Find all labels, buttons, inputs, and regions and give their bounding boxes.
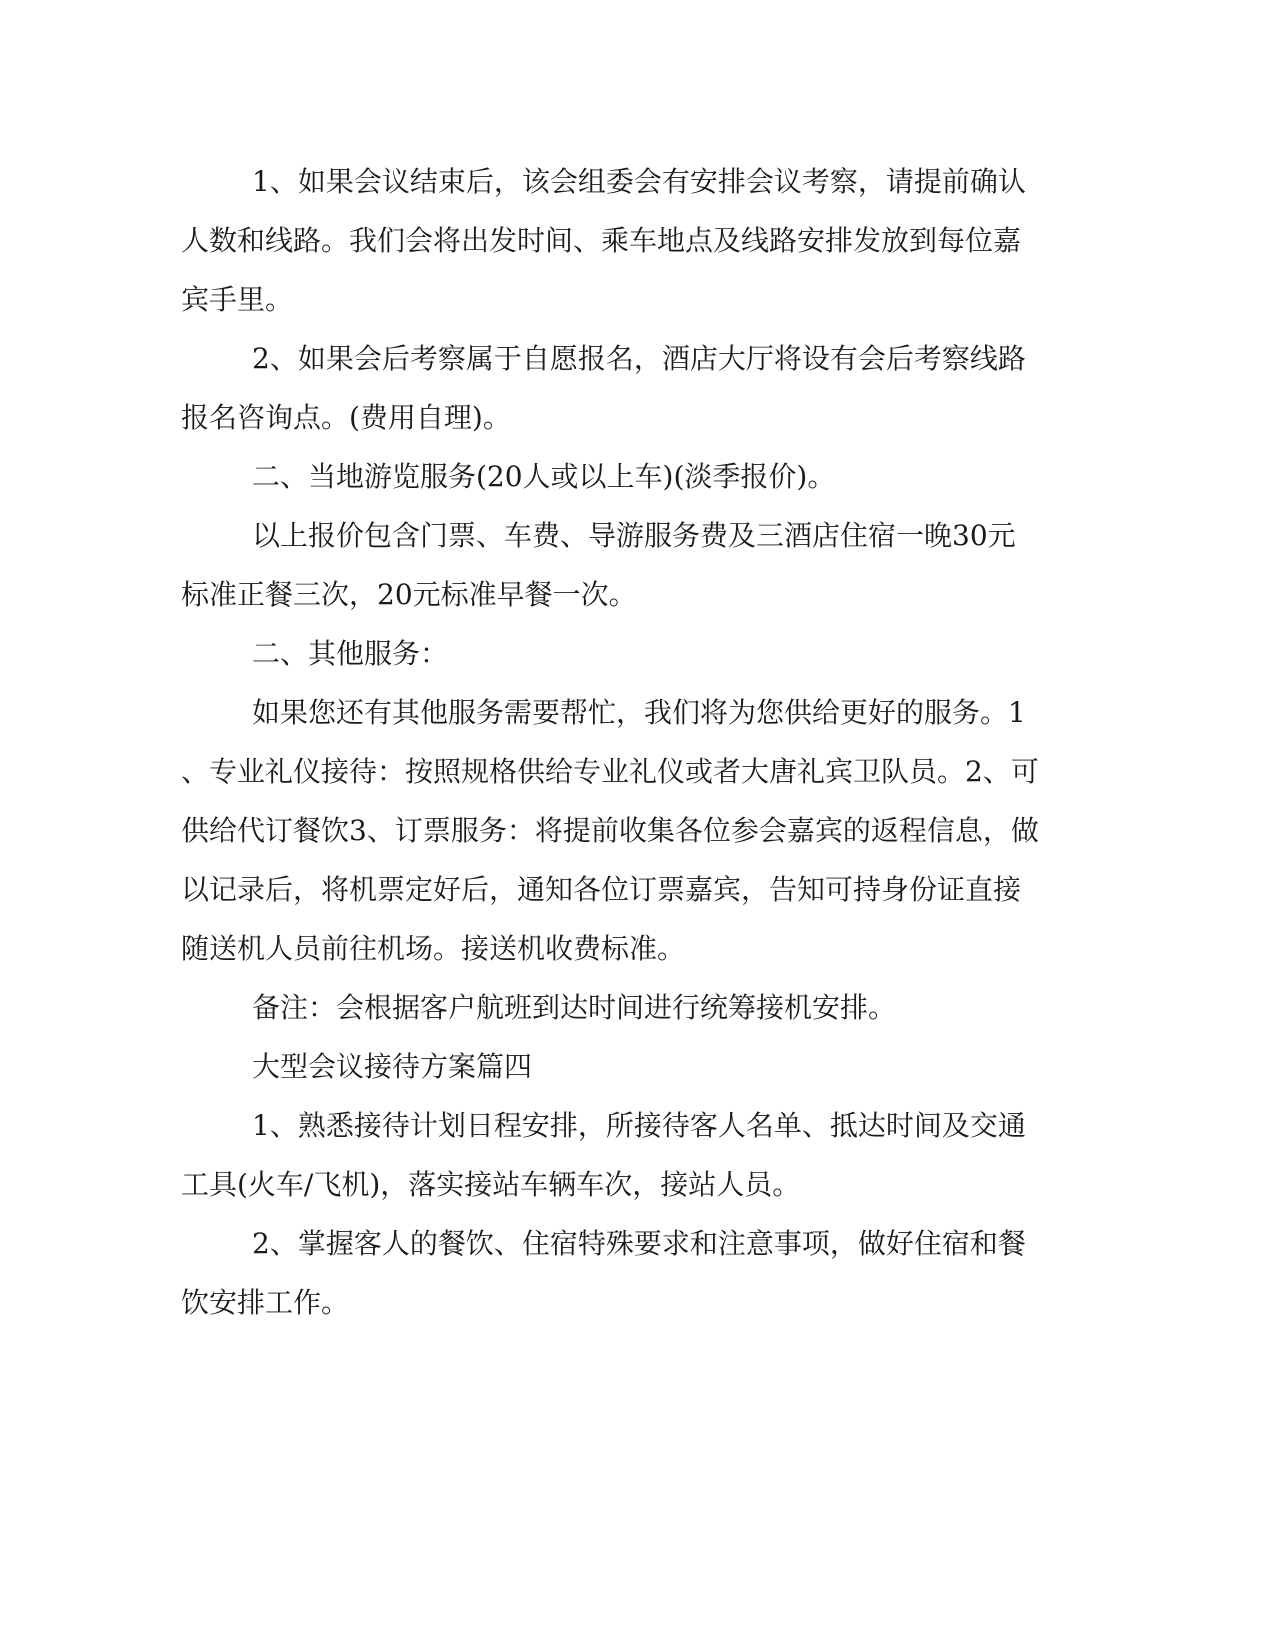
paragraph-line: 人数和线路。我们会将出发时间、乘车地点及线路安排发放到每位嘉 [181, 224, 1022, 257]
section-heading: 二、其他服务： [252, 637, 449, 670]
section-heading: 二、当地游览服务(20人或以上车)(淡季报价)。 [252, 460, 836, 493]
paragraph-line: 1、熟悉接待计划日程安排，所接待客人名单、抵达时间及交通 [252, 1109, 1026, 1142]
paragraph-line: 宾手里。 [181, 283, 294, 316]
section-title: 大型会议接待方案篇四 [252, 1050, 533, 1083]
paragraph-line: 1、如果会议结束后，该会组委会有安排会议考察，请提前确认 [252, 165, 1026, 198]
paragraph-line: 2、如果会后考察属于自愿报名，酒店大厅将设有会后考察线路 [252, 342, 1026, 375]
paragraph-line: 报名咨询点。(费用自理)。 [181, 401, 511, 434]
paragraph-line: 工具(火车/飞机)，落实接站车辆车次，接站人员。 [181, 1168, 801, 1201]
paragraph-line: 2、掌握客人的餐饮、住宿特殊要求和注意事项，做好住宿和餐 [252, 1227, 1026, 1260]
note-line: 备注：会根据客户航班到达时间进行统筹接机安排。 [252, 991, 897, 1024]
paragraph-line: 以记录后，将机票定好后，通知各位订票嘉宾，告知可持身份证直接 [181, 873, 1022, 906]
paragraph-line: 、专业礼仪接待：按照规格供给专业礼仪或者大唐礼宾卫队员。2、可 [181, 755, 1039, 788]
paragraph-line: 随送机人员前往机场。接送机收费标准。 [181, 932, 686, 965]
paragraph-line: 饮安排工作。 [181, 1286, 350, 1319]
paragraph-line: 标准正餐三次，20元标准早餐一次。 [181, 578, 637, 611]
paragraph-line: 如果您还有其他服务需要帮忙，我们将为您供给更好的服务。1 [252, 696, 1026, 729]
paragraph-line: 供给代订餐饮3、订票服务：将提前收集各位参会嘉宾的返程信息，做 [181, 814, 1039, 847]
paragraph-line: 以上报价包含门票、车费、导游服务费及三酒店住宿一晚30元 [252, 519, 1016, 552]
